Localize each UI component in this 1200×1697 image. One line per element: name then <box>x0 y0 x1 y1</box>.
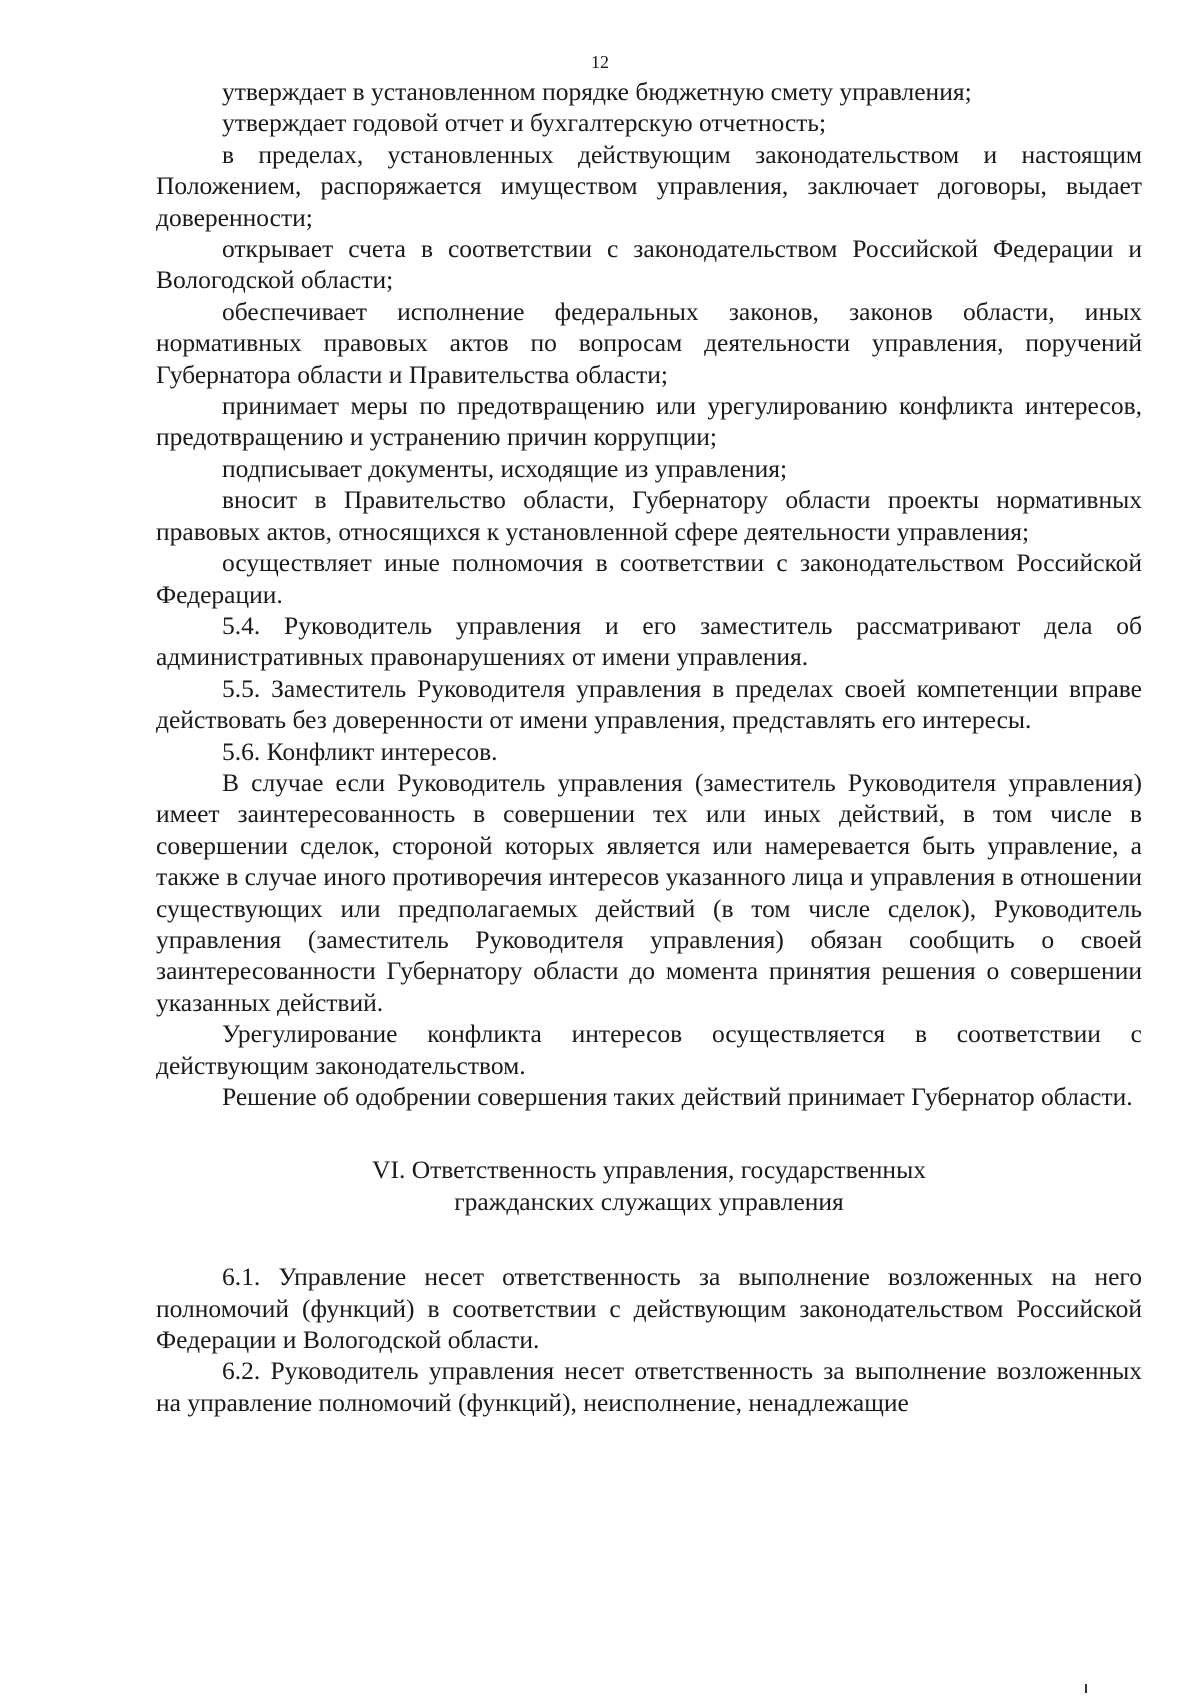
paragraph-submits-drafts: вносит в Правительство области, Губернатору области проекты нормативных правовых актов, относящихся к установленной сфере деятельности управления; <box>156 485 1142 546</box>
document-body <box>156 76 1142 1418</box>
paragraph-conflict-settlement: Урегулирование конфликта интересов осуществляется в соответствии с действующим законодательством. <box>156 1019 1142 1080</box>
paragraph-signs-documents: подписывает документы, исходящие из управления; <box>222 453 788 483</box>
page-number: 12 <box>591 52 609 72</box>
section-heading <box>156 1154 1142 1217</box>
paragraph-5-4: 5.4. Руководитель управления и его заместитель рассматривают дела об административных правонарушениях от имени управления. <box>156 610 1142 672</box>
section-heading-line-2: гражданских служащих управления <box>454 1186 844 1216</box>
paragraph-conflict-case: В случае если Руководитель управления (заместитель Руководителя управления) имеет заинтересованность в совершении тех или иных действий, в том числе в совершении сделок, стороной которых является или намеревается быть управление, а также в случае иного противоречия интересов указанного лица и управления в отношении существующих или предполагаемых действий (в том числе сделок), Руководитель управления (заместитель Руководителя управления) обязан сообщить о своей заинтересованности Губернатору области до момента принятия решения о совершении указанных действий. <box>156 767 1142 1017</box>
paragraph-6-1: 6.1. Управление несет ответственность за выполнение возложенных на него полномочий (функций) в соответствии с действующим законодательством Российской Федерации и Вологодской области. <box>156 1262 1142 1355</box>
paragraph-other-powers: осуществляет иные полномочия в соответствии с законодательством Российской Федерации. <box>156 548 1142 609</box>
paragraph-approves-budget: утверждает в установленном порядке бюджетную смету управления; <box>222 77 972 106</box>
paragraph-opens-accounts: открывает счета в соответствии с законодательством Российской Федерации и Вологодской области; <box>156 234 1142 295</box>
section-heading-line-1: VI. Ответственность управления, государственных <box>372 1155 926 1185</box>
paragraph-approval-decision: Решение об одобрении совершения таких действий принимает Губернатор области. <box>222 1082 1133 1111</box>
paragraph-5-5: 5.5. Заместитель Руководителя управления в пределах своей компетенции вправе действовать без доверенности от имени управления, представлять его интересы. <box>156 673 1142 735</box>
paragraph-approves-report: утверждает годовой отчет и бухгалтерскую отчетность; <box>222 108 827 138</box>
paragraph-manages-property: в пределах, установленных действующим законодательством и настоящим Положением, распоряжается имуществом управления, заключает договоры, выдает доверенности; <box>156 139 1142 232</box>
paragraph-conflict-prevention: принимает меры по предотвращению или урегулированию конфликта интересов, предотвращению и устранению причин коррупции; <box>156 391 1142 452</box>
scan-mark <box>1085 1684 1087 1693</box>
paragraph-6-2: 6.2. Руководитель управления несет ответственность за выполнение возложенных на управление полномочий (функций), неисполнение, ненадлежащие <box>156 1356 1142 1417</box>
paragraph-ensures-execution: обеспечивает исполнение федеральных законов, законов области, иных нормативных правовых актов по вопросам деятельности управления, поручений Губернатора области и Правительства области; <box>156 296 1142 389</box>
paragraph-5-6: 5.6. Конфликт интересов. <box>222 736 498 766</box>
